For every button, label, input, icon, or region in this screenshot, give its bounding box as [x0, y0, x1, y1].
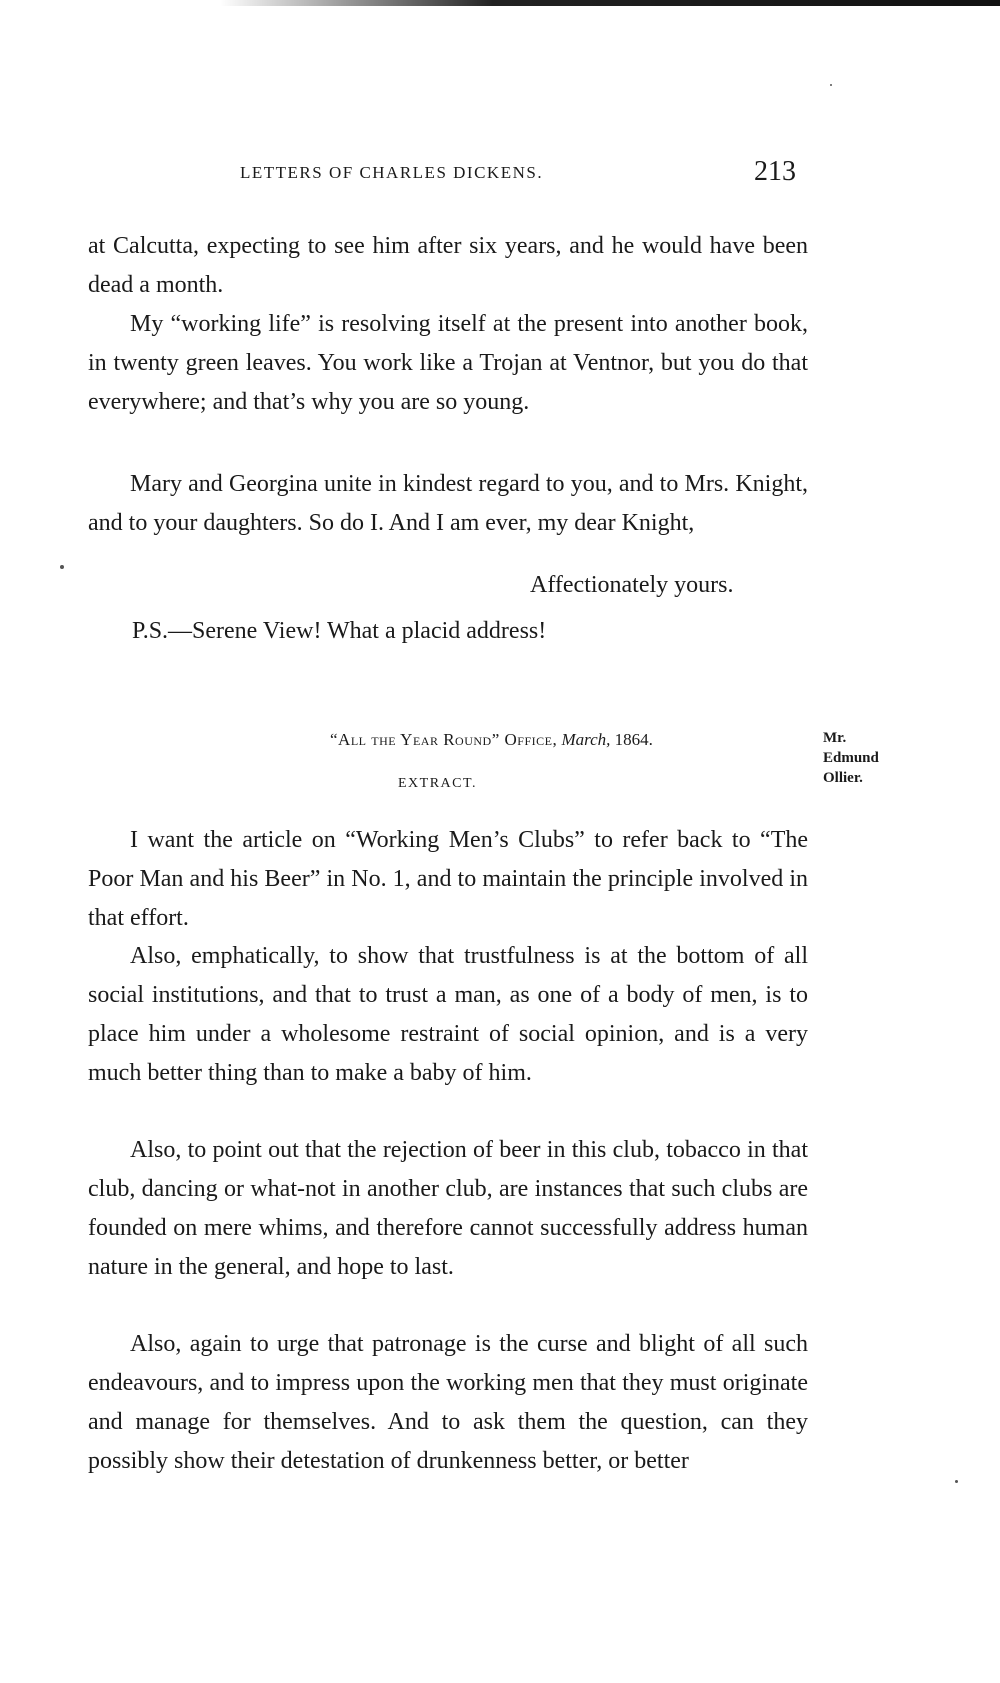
- extract-label: EXTRACT.: [398, 776, 478, 791]
- recipient-line: Edmund: [823, 750, 879, 766]
- scan-speck: [60, 565, 64, 569]
- paragraph: Mary and Georgina unite in kindest regard to you, and to Mrs. Knight, and to your daughters. So do I. And I am ever, my dear Knight,: [88, 471, 808, 536]
- closing-salutation: Affectionately yours.: [530, 572, 734, 598]
- recipient-side-note: [823, 728, 879, 788]
- postscript: P.S.—Serene View! What a placid address!: [132, 618, 547, 644]
- dateline-date: March,: [561, 730, 611, 749]
- paragraph: My “working life” is resolving itself at the present into another book, in twenty green leaves. You work like a Trojan at Ventnor, but you do that everywhere; and that’s why you are so young.: [88, 311, 808, 415]
- running-title: LETTERS OF CHARLES DICKENS.: [240, 163, 544, 182]
- recipient-line: Mr.: [823, 730, 847, 746]
- paragraph: Also, again to urge that patronage is the curse and blight of all such endeavours, and to impress upon the working men that they must originate and manage for themselves. And to ask them the question, can they possibly show their detestation of drunkenness better, or better: [88, 1331, 808, 1474]
- paragraph: I want the article on “Working Men’s Clubs” to refer back to “The Poor Man and his Beer” in No. 1, and to maintain the principle involved in that effort.: [88, 827, 808, 931]
- dateline-year: 1864.: [614, 730, 653, 749]
- recipient-line: Ollier.: [823, 770, 863, 786]
- page-number: 213: [754, 156, 796, 187]
- paragraph: Also, emphatically, to show that trustfulness is at the bottom of all social institutions, and that to trust a man, as one of a body of men, is to place him under a wholesome restraint of social opinion, and is a very much better thing than to make a baby of him.: [88, 943, 808, 1086]
- scan-edge: [220, 0, 1000, 6]
- paragraph: at Calcutta, expecting to see him after six years, and he would have been dead a month.: [88, 233, 808, 298]
- dateline-place: “All the Year Round” Office,: [330, 730, 558, 749]
- paragraph: Also, to point out that the rejection of beer in this club, tobacco in that club, dancing or what-not in another club, are instances that such clubs are founded on mere whims, and therefore cannot successfully address human nature in the general, and hope to last.: [88, 1137, 808, 1280]
- letter-dateline: [330, 730, 653, 750]
- scan-speck: [955, 1480, 958, 1483]
- scan-speck: [830, 84, 832, 86]
